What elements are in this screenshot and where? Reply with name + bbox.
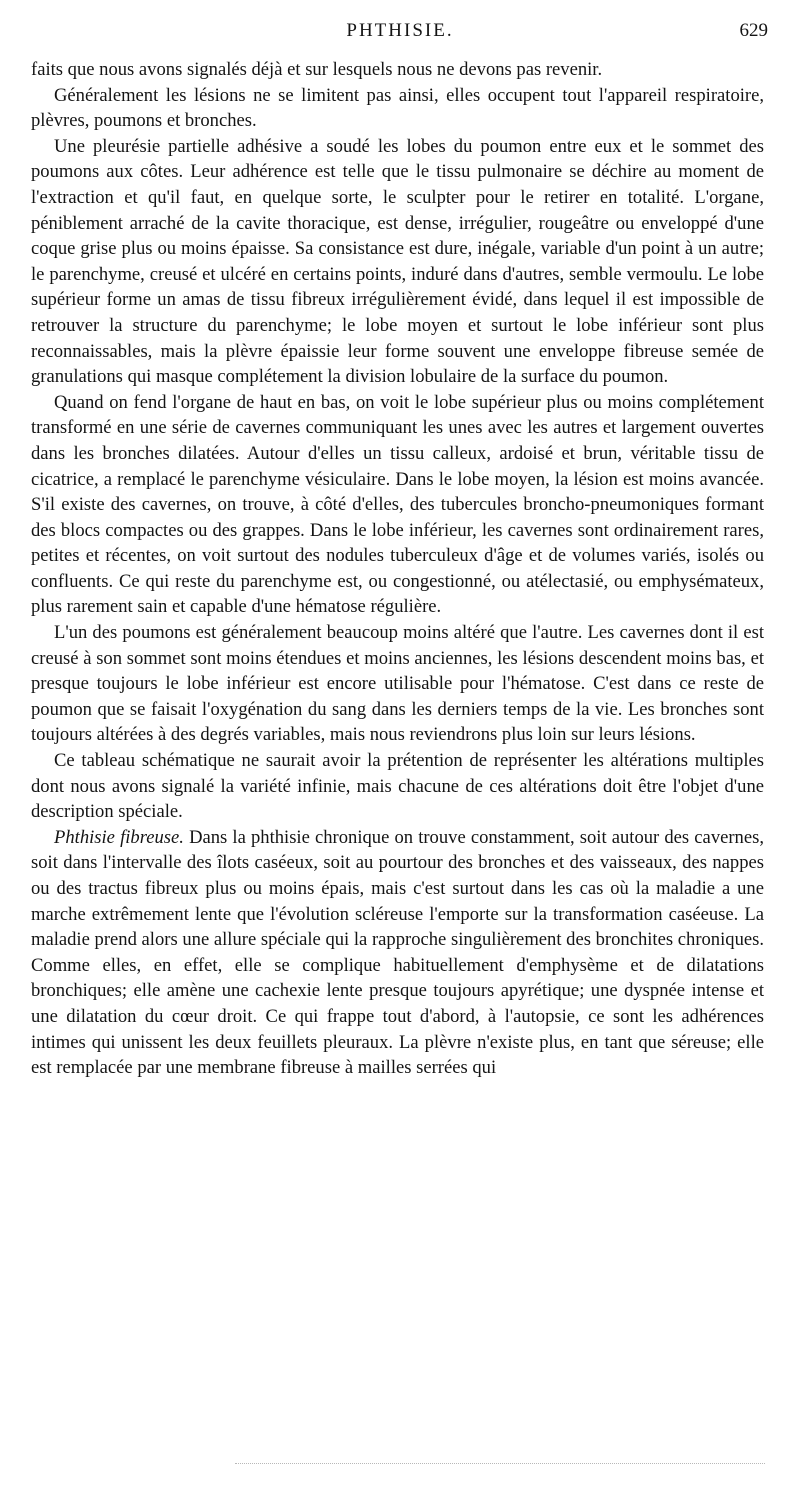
running-header	[30, 20, 770, 50]
text-body	[31, 57, 764, 1081]
paragraph-continuation: faits que nous avons signalés déjà et sur lesquels nous ne devons pas revenir.	[31, 59, 603, 80]
paragraph-lesions-extent: Généralement les lésions ne se limitent pas ainsi, elles occupent tout l'appareil respiratoire, plèvres, poumons et bronches.	[31, 84, 764, 132]
section-title-fibrous-phthisis: Phthisie fibreuse.	[54, 826, 184, 848]
paragraph-fibrous-phthisis	[31, 825, 764, 1081]
paragraph-organ-section: Quand on fend l'organe de haut en bas, on voit le lobe supérieur plus ou moins complétement transformé en une série de cavernes communiquant les unes avec les autres et largement ouvertes dans les bronches dilatées. Autour d'elles un tissu calleux, ardoisé et brun, véritable tissu de cicatrice, a remplacé le parenchyme vésiculaire. Dans le lobe moyen, la lésion est moins avancée. S'il existe des cavernes, on trouve, à côté d'elles, des tubercules broncho-pneumoniques formant des blocs compactes ou des grappes. Dans le lobe inférieur, les cavernes sont ordinairement rares, petites et récentes, on voit surtout des nodules tuberculeux d'âge et de volumes variés, isolés ou confluents. Ce qui reste du parenchyme est, ou congestionné, ou atélectasié, ou emphysémateux, plus rarement sain et capable d'une hématose régulière.	[31, 391, 764, 618]
paragraph-pleurisy: Une pleurésie partielle adhésive a soudé les lobes du poumon entre eux et le sommet des poumons aux côtes. Leur adhérence est telle que le tissu pulmonaire se déchire au moment de l'extraction et qu'il faut, en quelque sorte, le sculpter pour le retirer en totalité. L'organe, péniblement arraché de la cavite thoracique, est dense, irrégulier, rougeâtre ou enveloppé d'une coque grise plus ou moins épaisse. Sa consistance est dure, inégale, variable d'un point à un autre; le parenchyme, creusé et ulcéré en certains points, induré dans d'autres, semble vermoulu. Le lobe supérieur forme un amas de tissu fibreux irrégulièrement évidé, dans lequel il est impossible de retrouver la structure du parenchyme; le lobe moyen et surtout le lobe inférieur sont plus reconnaissables, mais la plèvre épaissie leur forme souvent une enveloppe fibreuse semée de granulations qui masque complétement la division lobulaire de la surface du poumon.	[31, 135, 764, 388]
paragraph-lung-comparison: L'un des poumons est généralement beaucoup moins altéré que l'autre. Les cavernes dont il est creusé à son sommet sont moins étendues et moins anciennes, les lésions descendent moins bas, et presque toujours le lobe inférieur est encore utilisable pour l'hématose. C'est dans ce reste de poumon que se faisait l'oxygénation du sang dans les derniers temps de la vie. Les bronches sont toujours altérées à des degrés variables, mais nous reviendrons plus loin sur leurs lésions.	[31, 622, 764, 746]
running-title: PHTHISIE.	[346, 20, 454, 41]
paragraph-schematic-table: Ce tableau schématique ne saurait avoir la prétention de représenter les altérations multiples dont nous avons signalé la variété infinie, mais chacune de ces altérations doit être l'objet d'une description spéciale.	[31, 750, 764, 823]
footer-dotted-rule	[235, 1463, 765, 1464]
page-number: 629	[739, 20, 768, 41]
paragraph-fibrous-phthisis-text: Dans la phthisie chronique on trouve constamment, soit autour des cavernes, soit dans l'intervalle des îlots caséeux, soit au pourtour des bronches et des vaisseaux, des nappes ou des tractus fibreux plus ou moins épais, mais c'est surtout dans les cas où la maladie a une marche extrêmement lente que l'évolution scléreuse l'emporte sur la transformation caséeuse. La maladie prend alors une allure spéciale qui la rapproche singulièrement des bronchites chroniques. Comme elles, en effet, elle se complique habituellement d'emphysème et de dilatations bronchiques; elle amène une cachexie lente presque toujours apyrétique; une dyspnée intense et une dilatation du cœur droit. Ce qui frappe tout d'abord, à l'autopsie, ce sont les adhérences intimes qui unissent les deux feuillets pleuraux. La plèvre n'existe plus, en tant que séreuse; elle est remplacée par une membrane fibreuse à mailles serrées qui	[31, 826, 764, 1079]
